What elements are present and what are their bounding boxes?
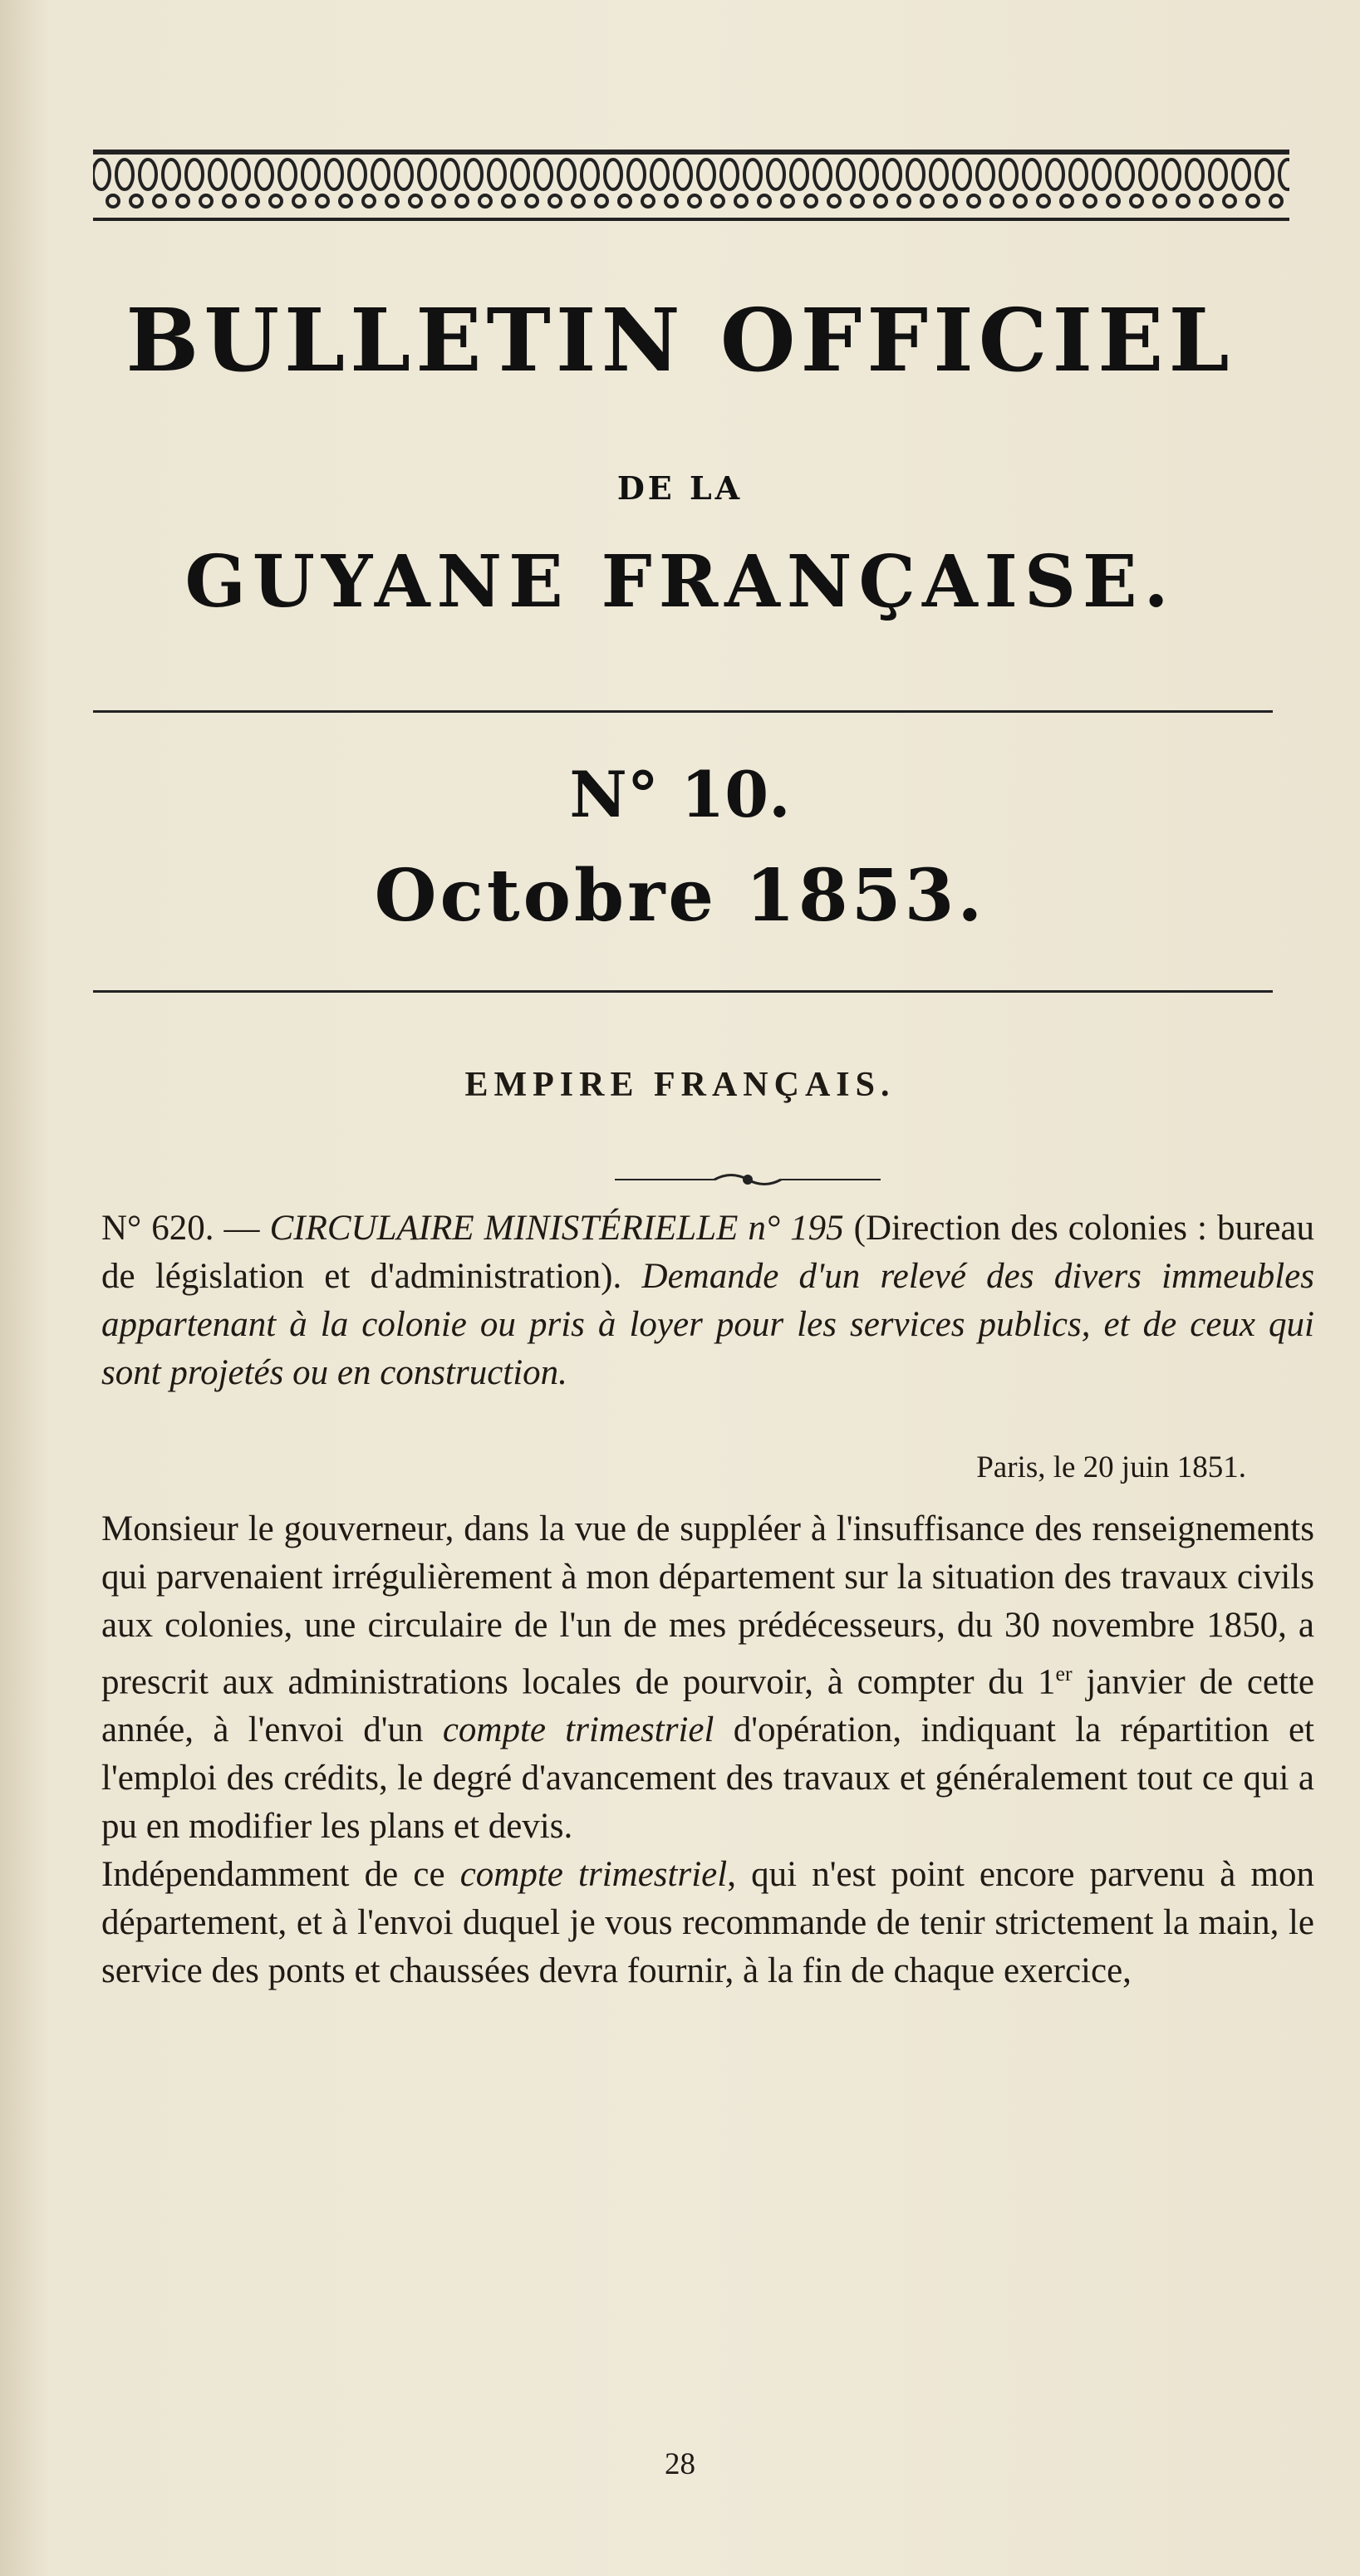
masthead-title: BULLETIN OFFICIEL: [125, 289, 1235, 391]
circular-subject: Demande d'un relevé des divers immeubles appartenant à la colonie ou pris à loyer pour les services publics, et de ceux qui sont projetés ou en construction.: [101, 1257, 1315, 1392]
body-text: , qui n'est point encore parvenu à mon département, et à l'envoi duquel je vous recommande de tenir strictement la main, le service des ponts et chaussées devra fournir, à la fin de chaque exercice,: [101, 1855, 1314, 1991]
divider-rule: [93, 710, 1273, 713]
masthead-colony: GUYANE FRANÇAISE.: [184, 540, 1176, 624]
circular-heading: [101, 1205, 1314, 1397]
circular-dash: —: [214, 1209, 270, 1248]
superscript: er: [1055, 1661, 1073, 1685]
paragraph: [101, 1851, 1314, 1995]
section-heading: EMPIRE FRANÇAIS.: [464, 1066, 896, 1104]
issue-number: N° 10.: [569, 758, 791, 832]
circular-type: CIRCULAIRE MINISTÉRIELLE: [269, 1209, 739, 1248]
circular-number: N° 620.: [101, 1209, 214, 1248]
letter-body: [101, 1505, 1314, 1995]
flourish-ornament: [615, 1167, 881, 1192]
decorative-border-band: [93, 150, 1289, 224]
body-text: Indépendamment de ce: [101, 1855, 460, 1895]
italic-term: compte trimestriel: [442, 1710, 714, 1750]
circular-direction: (Direction des colonies : bureau de législation et d'administration).: [101, 1209, 1315, 1296]
body-text: janvier de cette année, à l'envoi d'un: [101, 1662, 1314, 1750]
issue-date: Octobre 1853.: [374, 854, 986, 938]
page-number: 28: [665, 2447, 695, 2481]
dateline: Paris, le 20 juin 1851.: [976, 1450, 1246, 1484]
masthead-subtitle: DE LA: [616, 469, 744, 507]
body-text: Monsieur le gouverneur, dans la vue de suppléer à l'insuffisance des renseignements qui parvenaient irrégulièrement à mon département sur la situation des travaux civils aux colonies, une circulaire de l'un de mes prédécesseurs, du 30 novembre 1850, a prescrit aux administrations locales de pourvoir, à compter du 1: [101, 1509, 1314, 1702]
body-text: d'opération, indiquant la répartition et l'emploi des crédits, le degré d'avancement des travaux et généralement tout ce qui a pu en modifier les plans et devis.: [101, 1710, 1314, 1847]
paragraph: [101, 1505, 1314, 1851]
circular-ref: n° 195: [738, 1209, 854, 1248]
italic-term: compte trimestriel: [459, 1855, 728, 1895]
divider-rule: [93, 990, 1273, 993]
